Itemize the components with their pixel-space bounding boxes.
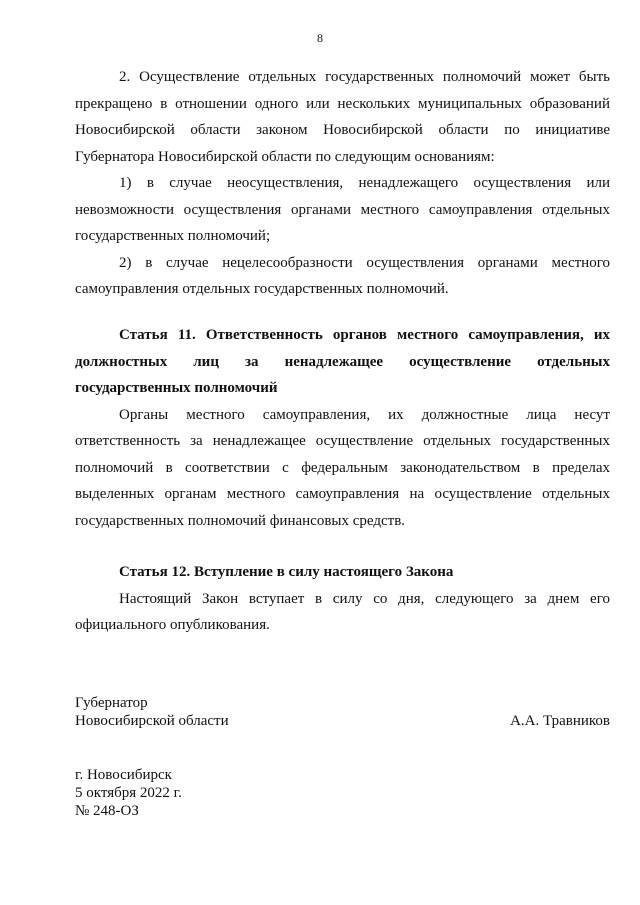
- signer-name: А.А. Травников: [510, 713, 610, 729]
- paragraph: 2) в случае нецелесообразности осуществления органами местного самоуправления отдельных государственных полномочий.: [75, 254, 610, 297]
- article-12: [75, 559, 610, 639]
- city: г. Новосибирск: [75, 767, 172, 783]
- place-date-block: [75, 766, 182, 820]
- article-10-continuation: [75, 64, 610, 303]
- law-number: № 248-ОЗ: [75, 803, 139, 819]
- signer-title: Губернатор: [75, 695, 148, 711]
- signer-region: Новосибирской области: [75, 713, 229, 729]
- article-heading: Статья 12. Вступление в силу настоящего Закона: [119, 564, 454, 580]
- paragraph: 1) в случае неосуществления, ненадлежащего осуществления или невозможности осуществления органами местного самоуправления отдельных государственных полномочий;: [75, 175, 610, 244]
- paragraph: Настоящий Закон вступает в силу со дня, следующего за днем его официального опубликования.: [75, 590, 610, 633]
- page-number: 8: [317, 31, 323, 45]
- paragraph: Органы местного самоуправления, их должностные лица несут ответственность за ненадлежащее осуществление отдельных государственных полномочий в соответствии с федеральным законодательством в пределах выделенных органам местного самоуправления на осуществление отдельных государственных полномочий финансовых средств.: [75, 406, 610, 529]
- paragraph: 2. Осуществление отдельных государственных полномочий может быть прекращено в отношении одного или нескольких муниципальных образований Новосибирской области законом Новосибирской области по инициативе Губернатора Новосибирской области по следующим основаниям:: [75, 69, 610, 165]
- signature-block: [75, 694, 610, 730]
- date: 5 октября 2022 г.: [75, 785, 182, 801]
- article-heading: Статья 11. Ответственность органов местного самоуправления, их должностных лиц за ненадлежащее осуществление отдельных государственных полномочий: [75, 327, 610, 396]
- article-11: [75, 322, 610, 534]
